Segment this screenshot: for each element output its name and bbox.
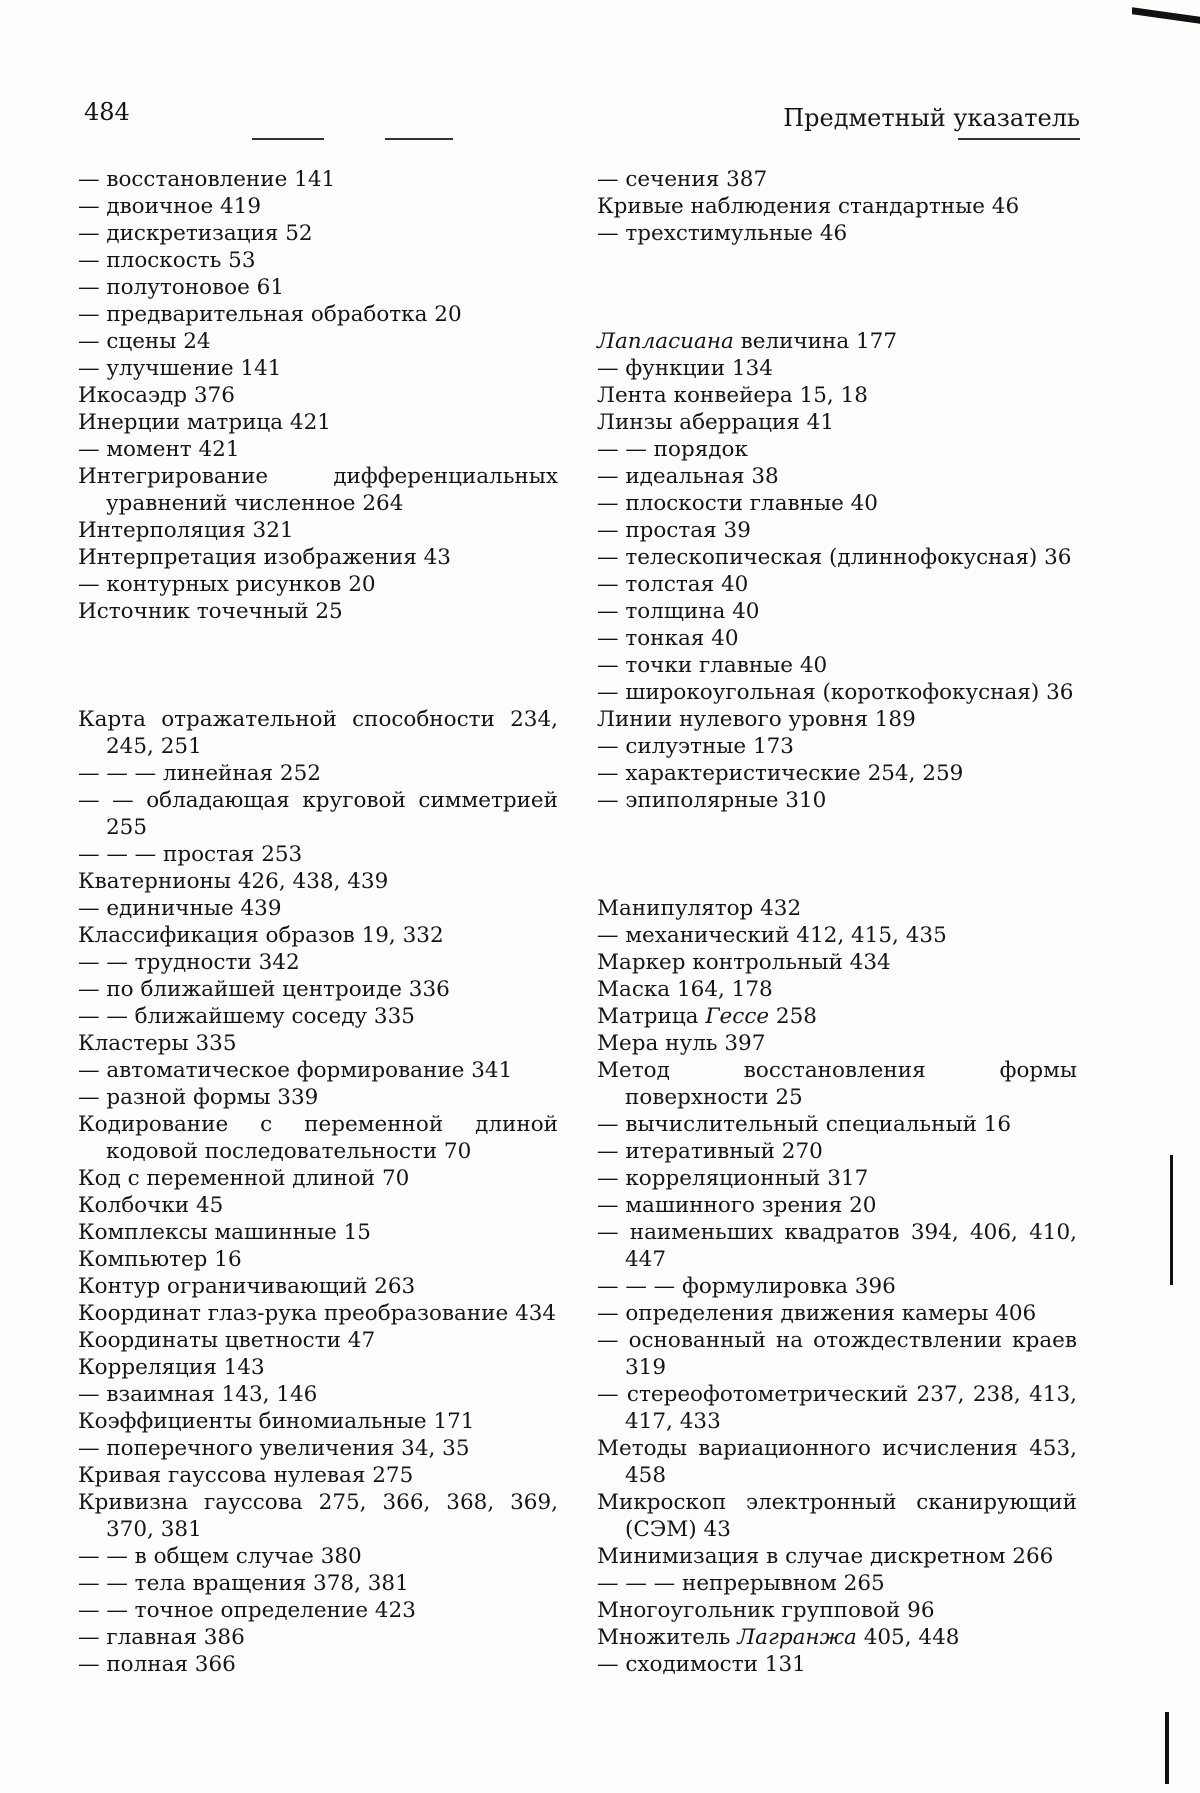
index-entry-text: — сходимости 131 (597, 1652, 806, 1677)
index-entry-text: — восстановление 141 (78, 167, 336, 192)
index-entry-text: — наименьших квадратов 394, 406, 410, 447 (597, 1220, 1077, 1272)
index-entry (78, 1192, 558, 1219)
index-entry (597, 1138, 1077, 1165)
index-entry (597, 490, 1077, 517)
index-entry-text: Лента конвейера 15, 18 (597, 383, 868, 408)
index-entry (78, 355, 558, 382)
index-entry (597, 1165, 1077, 1192)
index-entry (78, 1246, 558, 1273)
index-entry-text: — простая 39 (597, 518, 751, 543)
index-entry-text: — сечения 387 (597, 167, 768, 192)
edge-mark-top (1132, 7, 1200, 24)
index-entry-text: Метод восстановления формы поверхности 25 (597, 1058, 1077, 1110)
index-entry-text: — плоскости главные 40 (597, 491, 878, 516)
index-entry-text: Микроскоп электронный сканирующий (СЭМ) 43 (597, 1490, 1077, 1542)
index-entry-text: Коэффициенты биномиальные 171 (78, 1409, 475, 1434)
index-entry (597, 1327, 1077, 1381)
index-entry-text: 258 (769, 1004, 817, 1029)
index-entry (78, 571, 558, 598)
section-gap (597, 814, 1077, 895)
index-entry (78, 1327, 558, 1354)
running-title: Предметный указатель (783, 104, 1080, 132)
index-entry (78, 760, 558, 787)
index-entry-text: — точки главные 40 (597, 653, 828, 678)
header-rule-left (252, 138, 324, 140)
index-entry-text: — толщина 40 (597, 599, 760, 624)
index-entry-italic: Лагранжа (737, 1625, 857, 1650)
index-entry-text: — — трудности 342 (78, 950, 300, 975)
index-entry (78, 895, 558, 922)
index-entry (597, 517, 1077, 544)
index-entry (78, 328, 558, 355)
index-entry (597, 166, 1077, 193)
index-entry-text: — стереофотометрический 237, 238, 413, 417, 433 (597, 1382, 1077, 1434)
index-entry-text: — — ближайшему соседу 335 (78, 1004, 415, 1029)
index-entry-text: — функции 134 (597, 356, 773, 381)
index-entry (597, 436, 1077, 463)
index-entry (597, 1543, 1077, 1570)
index-entry-text: — идеальная 38 (597, 464, 779, 489)
index-entry (597, 1435, 1077, 1489)
index-entry (78, 436, 558, 463)
index-entry (597, 1192, 1077, 1219)
index-entry-text: Мера нуль 397 (597, 1031, 766, 1056)
index-entry (78, 517, 558, 544)
index-entry-text: Манипулятор 432 (597, 896, 802, 921)
index-left-column (78, 166, 558, 1678)
index-entry-text: Икосаэдр 376 (78, 383, 235, 408)
index-entry-text: — автоматическое формирование 341 (78, 1058, 513, 1083)
index-entry-text: величина 177 (733, 329, 898, 354)
index-entry-text: Инерции матрица 421 (78, 410, 331, 435)
index-entry (78, 598, 558, 625)
index-entry-text: — по ближайшей центроиде 336 (78, 977, 450, 1002)
index-entry-text: — итеративный 270 (597, 1139, 823, 1164)
index-entry-text: — взаимная 143, 146 (78, 1382, 318, 1407)
index-entry (597, 1003, 1077, 1030)
index-entry (597, 652, 1077, 679)
index-entry-text: — двоичное 419 (78, 194, 262, 219)
index-entry (597, 220, 1077, 247)
index-entry (597, 598, 1077, 625)
index-entry (597, 1597, 1077, 1624)
index-entry (78, 1003, 558, 1030)
index-entry-text: — — — непрерывном 265 (597, 1571, 885, 1596)
index-entry-text: — улучшение 141 (78, 356, 282, 381)
index-entry-text: — момент 421 (78, 437, 240, 462)
index-entry-text: — главная 386 (78, 1625, 245, 1650)
index-entry-text: — — — линейная 252 (78, 761, 321, 786)
index-entry (78, 922, 558, 949)
index-entry-text: Линии нулевого уровня 189 (597, 707, 916, 732)
index-entry-text: — контурных рисунков 20 (78, 572, 376, 597)
index-entry (78, 1624, 558, 1651)
index-entry-text: Методы вариационного исчисления 453, 458 (597, 1436, 1077, 1488)
index-entry-text: — — точное определение 423 (78, 1598, 416, 1623)
index-entry (78, 1030, 558, 1057)
index-entry (78, 1408, 558, 1435)
index-entry (597, 1651, 1077, 1678)
index-entry-text: Линзы аберрация 41 (597, 410, 835, 435)
index-entry (597, 409, 1077, 436)
index-entry (597, 571, 1077, 598)
index-entry (78, 787, 558, 841)
index-entry-text: Классификация образов 19, 332 (78, 923, 444, 948)
index-entry (597, 679, 1077, 706)
index-entry (597, 733, 1077, 760)
index-entry-text: — машинного зрения 20 (597, 1193, 877, 1218)
index-entry-text: Кластеры 335 (78, 1031, 237, 1056)
index-entry-text: Множитель (597, 1625, 738, 1650)
index-entry (78, 274, 558, 301)
index-entry-text: — — тела вращения 378, 381 (78, 1571, 409, 1596)
index-entry-text: Минимизация в случае дискретном 266 (597, 1544, 1054, 1569)
index-entry-text: Код с переменной длиной 70 (78, 1166, 410, 1191)
index-entry (78, 706, 558, 760)
index-entry (78, 841, 558, 868)
page-number: 484 (84, 98, 130, 126)
index-entry-text: Кватернионы 426, 438, 439 (78, 869, 389, 894)
index-entry-text: — широкоугольная (короткофокусная) 36 (597, 680, 1074, 705)
index-entry (597, 1057, 1077, 1111)
section-gap (78, 625, 558, 706)
index-entry (597, 949, 1077, 976)
index-entry (78, 409, 558, 436)
index-entry (78, 1651, 558, 1678)
index-entry (597, 544, 1077, 571)
index-entry (597, 1300, 1077, 1327)
index-entry (78, 1300, 558, 1327)
index-entry (78, 949, 558, 976)
index-entry-text: Матрица (597, 1004, 706, 1029)
index-entry (78, 1597, 558, 1624)
index-entry (78, 1219, 558, 1246)
index-entry-text: Интерполяция 321 (78, 518, 294, 543)
index-entry (78, 247, 558, 274)
index-entry-text: Маркер контрольный 434 (597, 950, 891, 975)
header-rule-right (958, 138, 1080, 140)
index-entry-italic: Гессе (705, 1004, 770, 1029)
index-entry-text: Координат глаз-рука преобразование 434 (78, 1301, 557, 1326)
index-entry-text: — корреляционный 317 (597, 1166, 869, 1191)
index-entry (597, 706, 1077, 733)
index-entry (597, 1273, 1077, 1300)
index-entry-text: — единичные 439 (78, 896, 282, 921)
index-entry (597, 1219, 1077, 1273)
index-entry (78, 463, 558, 517)
index-entry (78, 544, 558, 571)
section-gap (597, 247, 1077, 328)
index-entry (597, 355, 1077, 382)
index-entry-text: 405, 448 (856, 1625, 960, 1650)
index-entry (78, 1489, 558, 1543)
index-entry (78, 1273, 558, 1300)
index-entry-text: — предварительная обработка 20 (78, 302, 462, 327)
index-entry-text: — — обладающая круговой симметрией 255 (78, 788, 558, 840)
index-entry (78, 382, 558, 409)
index-entry-text: — плоскость 53 (78, 248, 256, 273)
index-entry-text: — — — формулировка 396 (597, 1274, 896, 1299)
index-entry (597, 976, 1077, 1003)
index-entry-text: — поперечного увеличения 34, 35 (78, 1436, 470, 1461)
index-entry-text: — сцены 24 (78, 329, 211, 354)
index-entry-text: Интерпретация изображения 43 (78, 545, 451, 570)
index-entry (78, 1111, 558, 1165)
index-entry-text: Кривизна гауссова 275, 366, 368, 369, 370, 381 (78, 1490, 558, 1542)
index-entry-text: Интегрирование дифференциальных уравнений численное 264 (78, 464, 558, 516)
index-entry (78, 1381, 558, 1408)
index-entry (78, 868, 558, 895)
index-entry (78, 301, 558, 328)
index-entry-text: Комплексы машинные 15 (78, 1220, 371, 1245)
index-entry-text: — основанный на отождествлении краев 319 (597, 1328, 1077, 1380)
index-entry-text: — трехстимульные 46 (597, 221, 848, 246)
index-entry (597, 625, 1077, 652)
index-entry-text: — толстая 40 (597, 572, 749, 597)
index-entry (78, 976, 558, 1003)
index-right-column (597, 166, 1077, 1678)
index-entry (597, 1381, 1077, 1435)
index-entry-text: Компьютер 16 (78, 1247, 242, 1272)
index-entry (597, 1111, 1077, 1138)
index-entry-text: Маска 164, 178 (597, 977, 773, 1002)
index-entry (78, 1084, 558, 1111)
index-entry (597, 922, 1077, 949)
index-entry-text: — механический 412, 415, 435 (597, 923, 947, 948)
index-entry (78, 1570, 558, 1597)
index-entry-text: — — в общем случае 380 (78, 1544, 362, 1569)
index-entry-text: Карта отражательной способности 234, 245, 251 (78, 707, 558, 759)
index-entry-text: — — — простая 253 (78, 842, 303, 867)
index-entry-text: — телескопическая (длиннофокусная) 36 (597, 545, 1072, 570)
index-entry-text: — дискретизация 52 (78, 221, 313, 246)
index-entry-text: — характеристические 254, 259 (597, 761, 964, 786)
index-entry (597, 328, 1077, 355)
index-entry-text: — разной формы 339 (78, 1085, 319, 1110)
index-entry (597, 787, 1077, 814)
index-entry-text: Кривые наблюдения стандартные 46 (597, 194, 1020, 219)
index-entry (78, 220, 558, 247)
index-entry-text: Кодирование с переменной длиной кодовой последовательности 70 (78, 1112, 558, 1164)
index-entry (78, 1354, 558, 1381)
index-entry-text: — вычислительный специальный 16 (597, 1112, 1012, 1137)
index-entry-text: Кривая гауссова нулевая 275 (78, 1463, 414, 1488)
index-entry (597, 1624, 1077, 1651)
index-entry-text: Корреляция 143 (78, 1355, 265, 1380)
edge-mark-right (1170, 1155, 1173, 1285)
index-entry-text: — определения движения камеры 406 (597, 1301, 1037, 1326)
index-entry (78, 166, 558, 193)
index-entry-text: Источник точечный 25 (78, 599, 343, 624)
index-entry (597, 1030, 1077, 1057)
index-entry-text: Координаты цветности 47 (78, 1328, 376, 1353)
index-entry (78, 1435, 558, 1462)
index-entry-text: Колбочки 45 (78, 1193, 224, 1218)
index-entry-text: Многоугольник групповой 96 (597, 1598, 935, 1623)
index-entry-text: — тонкая 40 (597, 626, 739, 651)
index-entry (597, 1570, 1077, 1597)
index-entry (78, 193, 558, 220)
index-entry (597, 760, 1077, 787)
index-entry-italic: Лапласиана (597, 329, 734, 354)
index-entry-text: — эпиполярные 310 (597, 788, 827, 813)
index-entry (597, 382, 1077, 409)
index-entry-text: — — порядок (597, 437, 748, 462)
index-entry (78, 1462, 558, 1489)
index-entry (597, 193, 1077, 220)
index-entry-text: — силуэтные 173 (597, 734, 794, 759)
index-entry-text: — полутоновое 61 (78, 275, 284, 300)
index-entry (597, 1489, 1077, 1543)
header-rule-mid (385, 138, 453, 140)
index-entry (78, 1543, 558, 1570)
index-entry (78, 1165, 558, 1192)
index-entry (78, 1057, 558, 1084)
edge-mark-bottom (1165, 1712, 1169, 1784)
index-entry-text: Контур ограничивающий 263 (78, 1274, 416, 1299)
index-entry (597, 463, 1077, 490)
index-entry (597, 895, 1077, 922)
index-entry-text: — полная 366 (78, 1652, 236, 1677)
